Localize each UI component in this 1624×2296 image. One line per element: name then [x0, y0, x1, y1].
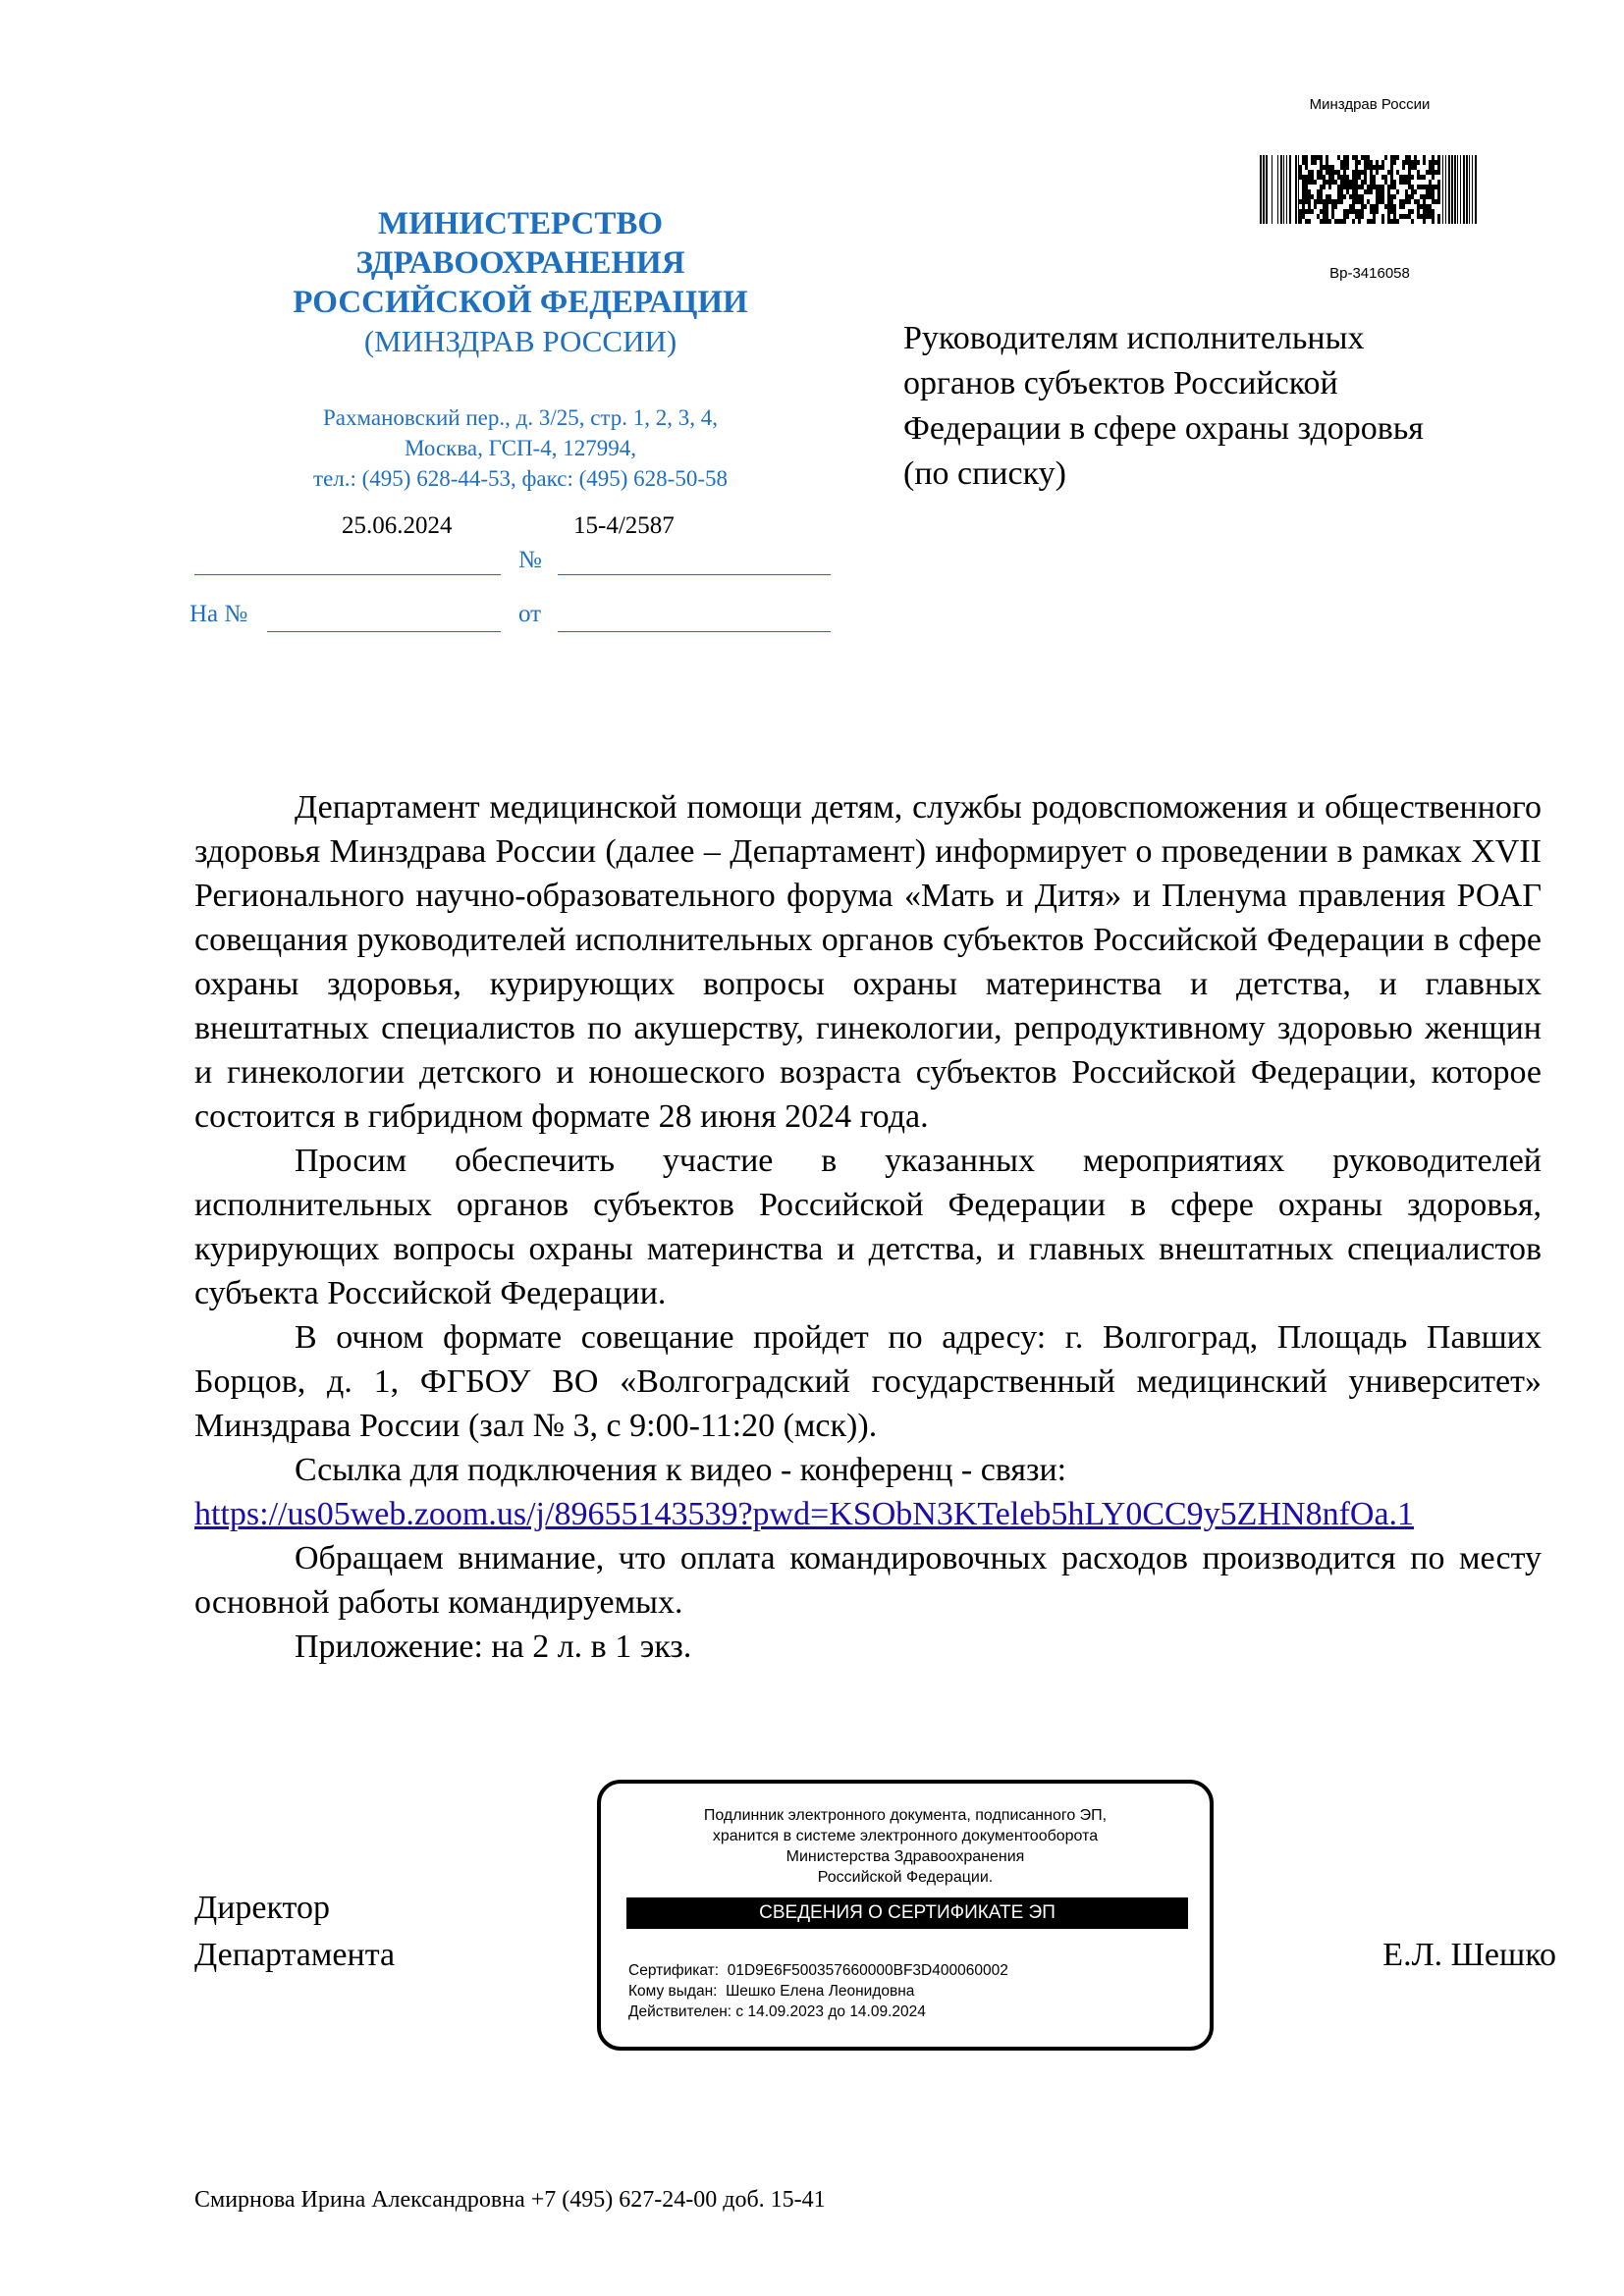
recipient-line1: Руководителям исполнительных — [903, 320, 1365, 356]
body-paragraph-4: Ссылка для подключения к видео - конференц - связи: — [295, 1452, 1067, 1488]
valid-value: с 14.09.2023 до 14.09.2024 — [735, 2003, 926, 2020]
body-paragraph-5: Обращаем внимание, что оплата командировочных расходов производится по месту основной работы командируемых. — [194, 1540, 1542, 1621]
letter-body — [194, 785, 1542, 1669]
body-paragraph-1: Департамент медицинской помощи детям, службы родовспоможения и общественного здоровья Минздрава России (далее – Департамент) информирует о проведении в рамках XVII Регионального научно-образовательного форума «Мать и Дитя» и Пленума правления РОАГ совещания руководителей исполнительных органов субъектов Российской Федерации в сфере охраны здоровья, курирующих вопросы охраны материнства и детства, и главных внештатных специалистов по акушерству, гинекологии, репродуктивному здоровью женщин и гинекологии детского и юношеского возраста субъектов Российской Федерации, которое состоится в гибридном формате 28 июня 2024 года. — [194, 789, 1542, 1135]
body-paragraph-6: Приложение: на 2 л. в 1 экз. — [295, 1629, 692, 1665]
ref-number-underline — [267, 631, 501, 632]
executor-contact: Смирнова Ирина Александровна +7 (495) 627-24-00 доб. 15-41 — [194, 2187, 826, 2213]
outgoing-number: 15-4/2587 — [573, 512, 675, 539]
issued-to-value: Шешко Елена Леонидовна — [726, 1983, 915, 2000]
date-underline — [194, 574, 501, 575]
number-label: № — [518, 547, 542, 573]
signer-position-line2: Департамента — [194, 1937, 396, 1973]
e-signature-intro-line1: Подлинник электронного документа, подписанного ЭП, — [703, 1807, 1108, 1824]
signer-position — [194, 1885, 395, 1979]
e-signature-stamp — [597, 1780, 1214, 2051]
outgoing-date: 25.06.2024 — [342, 512, 453, 539]
certificate-details — [628, 1960, 1178, 2022]
address-line1: Рахмановский пер., д. 3/25, стр. 1, 2, 3, 4, — [322, 405, 719, 430]
registration-stamp-number: Вр-3416058 — [1329, 265, 1410, 282]
ministry-address — [226, 402, 815, 494]
signer-name: Е.Л. Шешко — [1382, 1937, 1556, 1973]
valid-label: Действителен: — [628, 2003, 732, 2020]
ministry-short-name: (МИНЗДРАВ РОССИИ) — [363, 324, 677, 358]
issued-to-label: Кому выдан: — [628, 1983, 718, 2000]
registration-stamp-org: Минздрав России — [1309, 96, 1431, 113]
ministry-name-line3: РОССИЙСКОЙ ФЕДЕРАЦИИ — [293, 285, 748, 320]
ministry-name-line2: ЗДРАВООХРАНЕНИЯ — [355, 245, 685, 281]
certificate-row — [628, 1960, 1178, 1981]
recipient-block — [903, 316, 1532, 497]
certificate-value: 01D9E6F500357660000BF3D400060002 — [727, 1962, 1008, 1979]
address-line3: тел.: (495) 628-44-53, факс: (495) 628-50-58 — [313, 466, 728, 491]
e-signature-intro — [601, 1805, 1210, 1888]
number-underline — [558, 574, 831, 575]
ref-number-label: На № — [189, 601, 248, 627]
signer-position-line1: Директор — [194, 1890, 330, 1926]
recipient-line3: Федерации в сфере охраны здоровья — [903, 410, 1424, 447]
conference-link[interactable]: https://us05web.zoom.us/j/89655143539?pwd=KSObN3KTeleb5hLY0CC9y5ZHN8nfOa.1 — [194, 1496, 1415, 1532]
recipient-line4: (по списку) — [903, 455, 1066, 492]
certificate-header-bar: СВЕДЕНИЯ О СЕРТИФИКАТЕ ЭП — [626, 1897, 1188, 1929]
ref-from-label: от — [518, 601, 542, 627]
body-paragraph-2: Просим обеспечить участие в указанных мероприятиях руководителей исполнительных органов субъектов Российской Федерации в сфере охраны здоровья, курирующих вопросы охраны материнства и детства, и главных внештатных специалистов субъекта Российской Федерации. — [194, 1143, 1542, 1311]
barcode-image — [1260, 155, 1478, 224]
e-signature-intro-line4: Российской Федерации. — [817, 1869, 994, 1886]
ref-from-underline — [558, 631, 831, 632]
valid-row — [628, 2002, 1178, 2022]
address-line2: Москва, ГСП-4, 127994, — [405, 436, 636, 460]
certificate-label: Сертификат: — [628, 1962, 720, 1979]
issued-to-row — [628, 1981, 1178, 2002]
body-paragraph-3: В очном формате совещание пройдет по адресу: г. Волгоград, Площадь Павших Борцов, д. 1, ФГБОУ ВО «Волгоградский государственный медицинский университет» Минздрава России (зал № 3, с 9:00-11:20 (мск)). — [194, 1319, 1542, 1444]
recipient-line2: органов субъектов Российской — [903, 365, 1338, 401]
ministry-header — [226, 204, 815, 361]
conference-link-line — [194, 1492, 1542, 1536]
e-signature-intro-line3: Министерства Здравоохранения — [785, 1848, 1025, 1865]
e-signature-intro-line2: хранится в системе электронного документооборота — [712, 1828, 1099, 1844]
ministry-name-line1: МИНИСТЕРСТВО — [377, 206, 664, 241]
